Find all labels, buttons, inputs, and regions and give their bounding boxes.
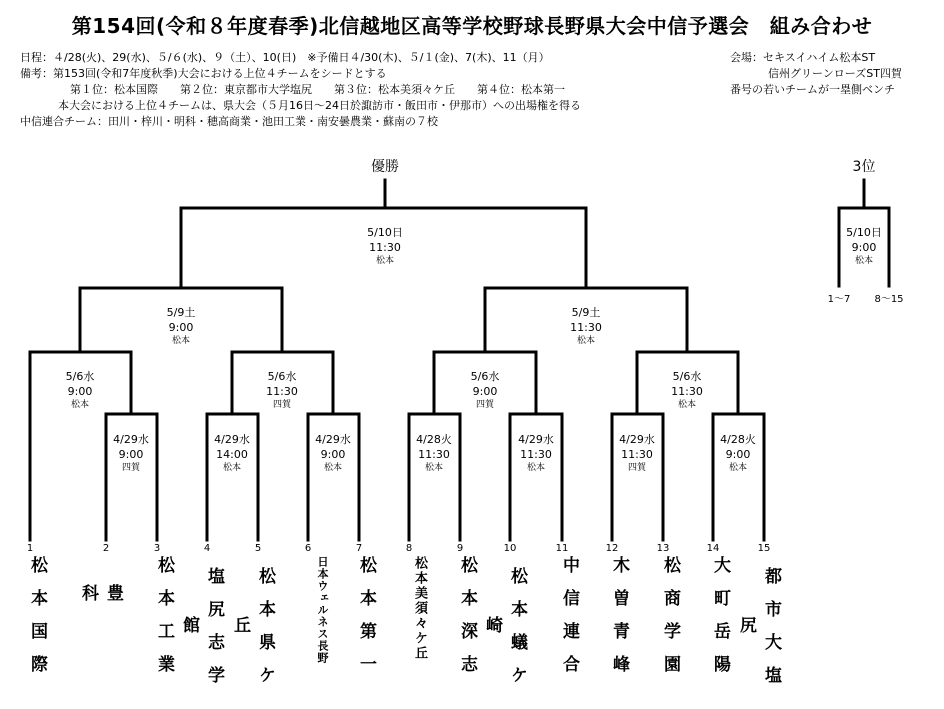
team-number: 4 bbox=[203, 543, 211, 554]
team-name: 松本第一 bbox=[356, 556, 376, 688]
match-venue: 四賀 bbox=[627, 463, 646, 473]
team-number: 6 bbox=[304, 543, 312, 554]
match-venue: 松本 bbox=[526, 463, 545, 473]
joint-team-line: 中信連合チーム：田川・梓川・明科・穂高商業・池田工業・南安曇農業・蘇南の７校 bbox=[20, 115, 438, 128]
team-name: 大町岳陽 bbox=[710, 556, 730, 688]
match-time: 11:30 bbox=[266, 385, 298, 398]
team-number: 2 bbox=[102, 543, 110, 554]
team-number: 3 bbox=[153, 543, 161, 554]
match-time: 9:00 bbox=[118, 448, 144, 461]
match-sf-left bbox=[141, 305, 221, 347]
page-title: 第154回(令和８年度春季)北信越地区高等学校野球長野県大会中信予選会 組み合わせ bbox=[71, 14, 873, 38]
match-date: 4/29水 bbox=[518, 433, 554, 446]
match-venue: 松本 bbox=[70, 400, 89, 410]
match-venue: 四賀 bbox=[272, 400, 291, 410]
match-time: 11:30 bbox=[570, 321, 602, 334]
team-name: 豊科 bbox=[78, 584, 123, 681]
note-line: 備考：第153回(令和7年度秋季)大会における上位４チームをシードとする bbox=[20, 67, 387, 80]
team-number: 12 bbox=[605, 543, 619, 554]
qualify-line: 本大会における上位４チームは、県大会（５月16日〜24日於諏訪市・飯田市・伊那市）への出場権を得る bbox=[58, 99, 581, 112]
match-final bbox=[345, 225, 425, 267]
third-place-label: 3位 bbox=[852, 159, 876, 175]
match-date: 5/10日 bbox=[367, 226, 403, 239]
match-time: 9:00 bbox=[851, 241, 877, 254]
match-date: 4/29水 bbox=[619, 433, 655, 446]
team-name: 木曽青峰 bbox=[609, 556, 629, 688]
team-name: 中信連合 bbox=[559, 556, 579, 688]
match-r1a bbox=[91, 432, 171, 474]
champion-label: 優勝 bbox=[371, 159, 399, 175]
match-venue: 松本 bbox=[677, 400, 696, 410]
match-third bbox=[824, 225, 904, 267]
match-date: 4/28火 bbox=[720, 433, 756, 446]
match-qf2 bbox=[242, 369, 322, 411]
bench-note: 番号の若いチームが一塁側ベンチ bbox=[730, 83, 895, 96]
match-time: 11:30 bbox=[671, 385, 703, 398]
team-number: 8 bbox=[405, 543, 413, 554]
team-number: 7 bbox=[355, 543, 363, 554]
match-time: 9:00 bbox=[472, 385, 498, 398]
match-r1g bbox=[698, 432, 778, 474]
match-time: 11:30 bbox=[369, 241, 401, 254]
match-venue: 松本 bbox=[323, 463, 342, 473]
team-name: 都市大塩尻 bbox=[736, 566, 781, 699]
match-date: 5/9土 bbox=[571, 306, 601, 319]
match-time: 9:00 bbox=[67, 385, 93, 398]
match-venue: 四賀 bbox=[475, 400, 494, 410]
match-date: 4/29水 bbox=[113, 433, 149, 446]
team-name: 塩尻志学館 bbox=[179, 566, 224, 699]
match-time: 11:30 bbox=[418, 448, 450, 461]
match-r1f bbox=[597, 432, 677, 474]
team-name: 松本県ケ丘 bbox=[230, 566, 275, 699]
match-date: 4/29水 bbox=[214, 433, 250, 446]
match-date: 5/10日 bbox=[846, 226, 882, 239]
match-venue: 四賀 bbox=[121, 463, 140, 473]
match-date: 5/6水 bbox=[65, 370, 95, 383]
match-r1d bbox=[394, 432, 474, 474]
team-number: 10 bbox=[503, 543, 517, 554]
team-name: 松商学園 bbox=[660, 556, 680, 688]
match-venue: 松本 bbox=[171, 336, 190, 346]
schedule-line: 日程：４/28(火)、29(水)、５/６(水)、９（土）、10(日) ※予備日４/30(木)、５/１(金)、7(木)、11（月） bbox=[20, 51, 550, 64]
team-number: 14 bbox=[706, 543, 720, 554]
match-time: 11:30 bbox=[520, 448, 552, 461]
match-date: 4/29水 bbox=[315, 433, 351, 446]
team-number: 15 bbox=[757, 543, 771, 554]
match-venue: 松本 bbox=[576, 336, 595, 346]
match-date: 5/9土 bbox=[166, 306, 196, 319]
match-venue: 松本 bbox=[375, 256, 394, 266]
match-r1e bbox=[496, 432, 576, 474]
match-venue: 松本 bbox=[854, 256, 873, 266]
venue-line-2: 信州グリーンローズST四賀 bbox=[768, 67, 902, 80]
match-qf1 bbox=[40, 369, 120, 411]
match-venue: 松本 bbox=[728, 463, 747, 473]
team-name: 松本美須々ケ丘 bbox=[412, 556, 427, 661]
match-time: 9:00 bbox=[725, 448, 751, 461]
venue-line-1: 会場：セキスイハイム松本ST bbox=[730, 51, 876, 64]
match-time: 9:00 bbox=[168, 321, 194, 334]
team-number: 5 bbox=[254, 543, 262, 554]
team-number: 11 bbox=[555, 543, 569, 554]
match-sf-right bbox=[546, 305, 626, 347]
match-r1c bbox=[293, 432, 373, 474]
team-name: 松本国際 bbox=[27, 556, 47, 688]
team-name: 松本深志 bbox=[457, 556, 477, 688]
match-qf3 bbox=[445, 369, 525, 411]
team-name: 松本蟻ケ崎 bbox=[482, 566, 527, 699]
team-name: 松本工業 bbox=[154, 556, 174, 688]
match-date: 5/6水 bbox=[267, 370, 297, 383]
seed-line: 第１位：松本国際 第２位：東京都市大学塩尻 第３位：松本美須々ケ丘 第４位：松本第一 bbox=[70, 83, 565, 96]
team-number: 9 bbox=[456, 543, 464, 554]
match-date: 4/28火 bbox=[416, 433, 452, 446]
team-number: 1 bbox=[26, 543, 34, 554]
third-seed-right: 8〜15 bbox=[874, 294, 904, 305]
third-seed-left: 1〜7 bbox=[827, 294, 851, 305]
match-qf4 bbox=[647, 369, 727, 411]
match-date: 5/6水 bbox=[672, 370, 702, 383]
match-r1b bbox=[192, 432, 272, 474]
match-time: 9:00 bbox=[320, 448, 346, 461]
match-venue: 松本 bbox=[424, 463, 443, 473]
match-date: 5/6水 bbox=[470, 370, 500, 383]
team-name: 日本ウェルネス長野 bbox=[316, 556, 329, 664]
team-number: 13 bbox=[656, 543, 670, 554]
match-time: 14:00 bbox=[216, 448, 248, 461]
match-venue: 松本 bbox=[222, 463, 241, 473]
match-time: 11:30 bbox=[621, 448, 653, 461]
